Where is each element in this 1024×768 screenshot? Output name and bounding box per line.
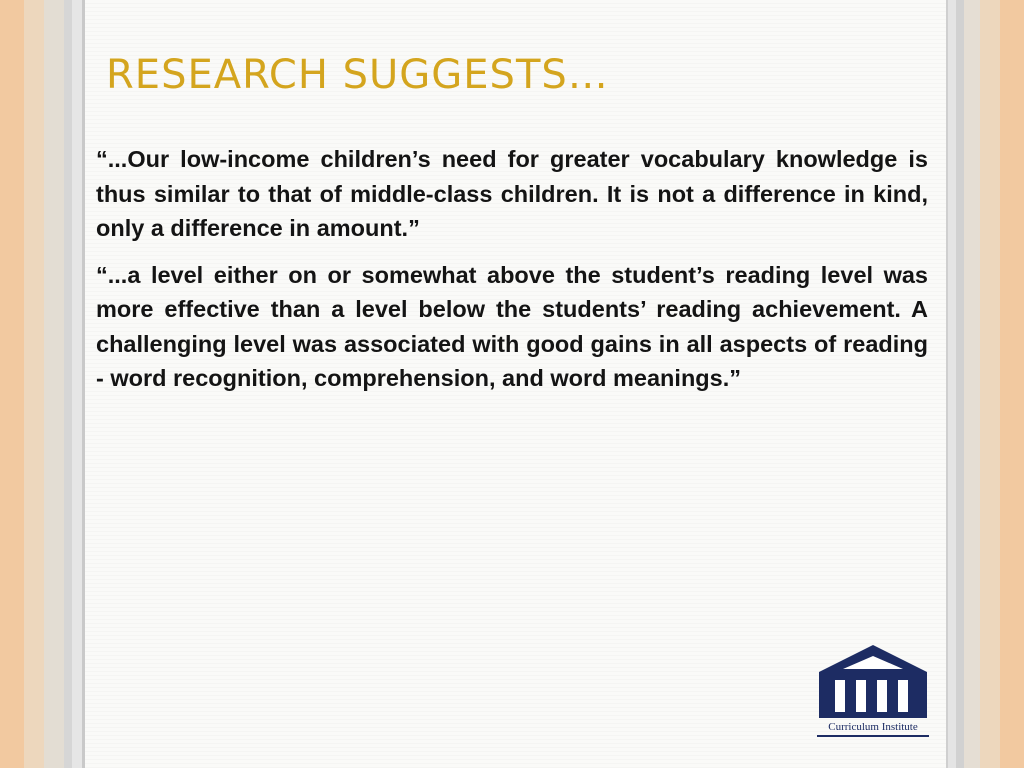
left-border-stripe <box>64 0 72 768</box>
right-border-stripe <box>964 0 980 768</box>
right-border-stripe <box>1000 0 1024 768</box>
slide-body <box>96 142 928 408</box>
right-border-stripe <box>948 0 956 768</box>
left-border-stripe <box>0 0 24 768</box>
quote-paragraph: “...a level either on or somewhat above the student’s reading level was more effective than a level below the students’ reading achievement. A challenging level was associated with good gains in all aspects of reading - word recognition, comprehension, and word meanings.” <box>96 261 928 391</box>
slide-title: RESEARCH SUGGESTS… <box>106 52 609 98</box>
left-border-stripe <box>24 0 44 768</box>
left-border-stripe <box>72 0 82 768</box>
building-columns-icon <box>815 642 931 720</box>
logo-underline <box>817 735 929 737</box>
left-border-stripe <box>44 0 64 768</box>
right-border-stripe <box>956 0 964 768</box>
logo-caption: Curriculum Institute <box>828 721 918 733</box>
quote-paragraph: “...Our low-income children’s need for greater vocabulary knowledge is thus similar to that of middle-class children. It is not a difference in kind, only a difference in amount.” <box>96 146 928 241</box>
right-border-stripe <box>980 0 1000 768</box>
curriculum-institute-logo <box>815 642 931 738</box>
